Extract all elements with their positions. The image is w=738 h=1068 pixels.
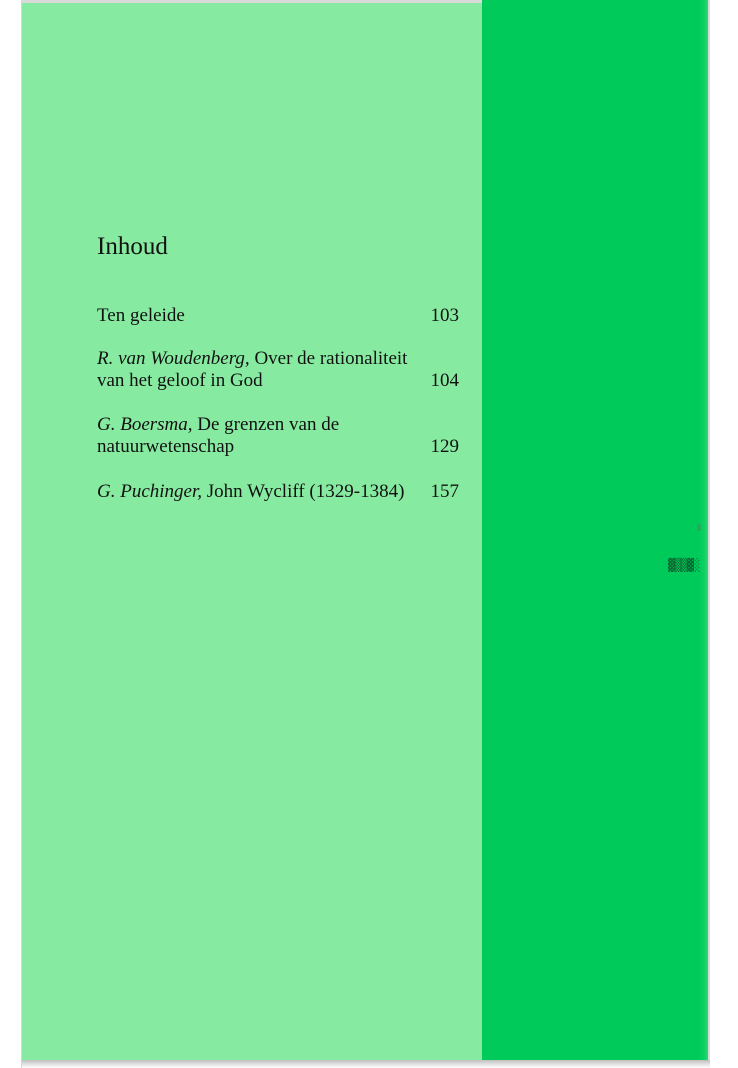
scan-artifact: ▓▒▒▓░ xyxy=(668,558,700,572)
scan-speck xyxy=(697,524,701,531)
toc-entry-page: 157 xyxy=(430,481,459,502)
toc-entry-page: 104 xyxy=(430,370,459,391)
toc-entry-page: 103 xyxy=(430,305,459,326)
page-right-margin xyxy=(708,0,738,1068)
toc-entry-text xyxy=(97,348,427,392)
light-green-panel xyxy=(22,3,482,1060)
toc-entry-author: G. Boersma, xyxy=(97,414,193,435)
scan-bottom-edge xyxy=(22,1060,710,1068)
page-left-margin xyxy=(0,0,22,1068)
toc-entry-page: 129 xyxy=(430,436,459,457)
toc-entry-author: R. van Woudenberg, xyxy=(97,348,250,369)
toc-entry xyxy=(97,481,459,503)
toc-entry xyxy=(97,414,459,458)
toc-entry-title: John Wycliff (1329-1384) xyxy=(206,481,405,502)
toc-entry-text xyxy=(97,305,427,327)
toc-title: Inhoud xyxy=(97,233,168,260)
toc-entry-title: De grenzen van de natuurwetenschap xyxy=(97,414,340,457)
dark-green-panel xyxy=(482,0,708,1060)
toc-entry-author: G. Puchinger, xyxy=(97,481,203,502)
toc-entry-title: Ten geleide xyxy=(97,305,185,326)
toc-entry xyxy=(97,348,459,392)
toc-entry-title: Over de rationaliteit van het geloof in God xyxy=(97,348,408,391)
toc-entry-text xyxy=(97,414,427,458)
toc-entry xyxy=(97,305,459,327)
toc-entry-text xyxy=(97,481,427,503)
